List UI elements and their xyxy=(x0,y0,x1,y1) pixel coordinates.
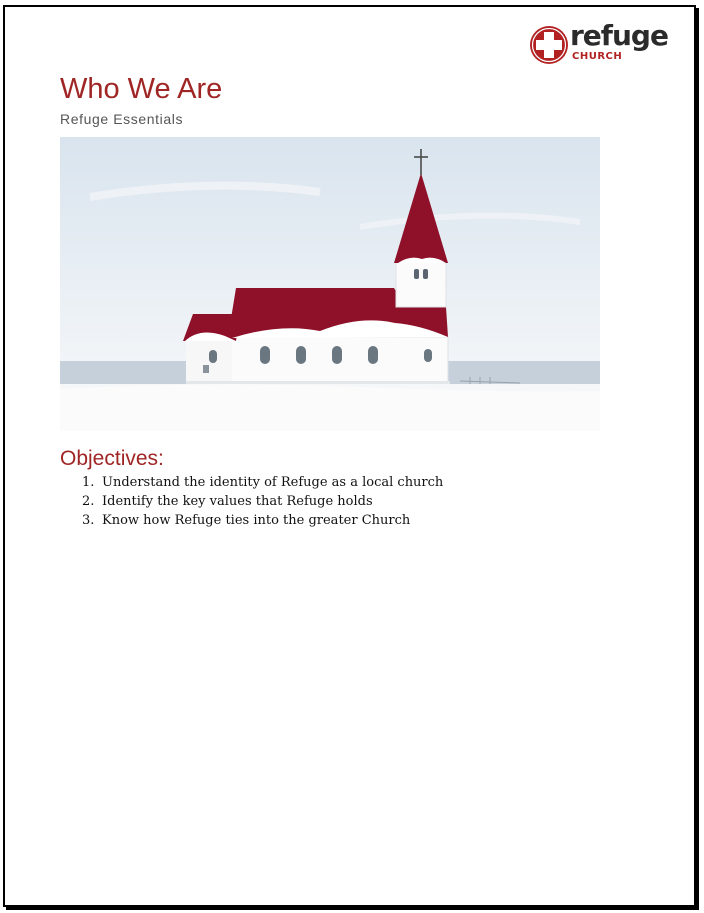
church-photo xyxy=(60,137,600,431)
list-item-text: Understand the identity of Refuge as a local church xyxy=(102,475,444,490)
list-item xyxy=(82,511,443,530)
page-title: Who We Are xyxy=(60,73,223,105)
logo-subtext: CHURCH xyxy=(572,51,623,62)
logo-wordmark: refuge xyxy=(570,19,668,52)
list-item-number: 2. xyxy=(82,494,95,509)
objectives-heading: Objectives: xyxy=(60,447,164,470)
document-page xyxy=(3,5,696,907)
list-item-text: Identify the key values that Refuge holds xyxy=(102,494,373,509)
list-item-number: 3. xyxy=(82,513,95,528)
objectives-list xyxy=(82,473,443,530)
list-item-number: 1. xyxy=(82,475,95,490)
list-item xyxy=(82,473,443,492)
list-item-text: Know how Refuge ties into the greater Church xyxy=(102,513,411,528)
page-subtitle: Refuge Essentials xyxy=(60,111,184,127)
refuge-church-logo xyxy=(529,19,668,69)
list-item xyxy=(82,492,443,511)
cross-icon xyxy=(529,25,569,65)
